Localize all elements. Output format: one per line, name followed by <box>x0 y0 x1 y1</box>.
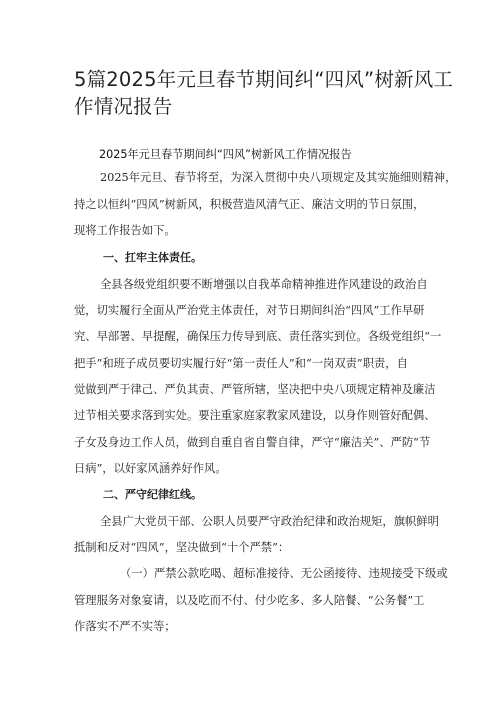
body-line: 抵制和反对“四风”，坚决做到“十个严禁”： <box>74 541 290 554</box>
body-line: 子女及身边工作人员，做到自重自省自警自律，严守“廉洁关”、严防“节 <box>74 436 431 449</box>
body-line: 究、早部署、早提醒，确保压力传导到底、责任落实到位。各级党组织“一 <box>74 330 442 343</box>
body-line: 觉做到严于律己、严负其责、严管所辖，坚决把中央八项规定精神及廉洁 <box>74 383 436 396</box>
body-line: 全县各级党组织要不断增强以自我革命精神推进作风建设的政治自 <box>100 278 428 291</box>
body-line: 觉，切实履行全面从严治党主体责任，对节日期间纠治“四风”工作早研 <box>74 304 425 317</box>
body-line: 把手”和班子成员要切实履行好“第一责任人”和“一岗双责”职责，自 <box>74 357 408 370</box>
title-line: 5篇2025年元旦春节期间纠“四风”树新风工 <box>74 68 454 91</box>
body-line: 现将工作报告如下。 <box>74 224 176 237</box>
section-heading: 二、严守纪律红线。 <box>103 488 202 501</box>
body-line: 全县广大党员干部、公职人员要严守政治纪律和政治规矩，旗帜鲜明 <box>100 515 439 528</box>
section-heading: 一、扛牢主体责任。 <box>103 251 202 264</box>
title-line: 作情况报告 <box>74 95 173 118</box>
document-title <box>74 66 454 120</box>
body-line: 作落实不严不实等； <box>74 620 176 633</box>
body-line: （一）严禁公款吃喝、超标准接待、无公函接待、违规接受下级或 <box>120 567 448 580</box>
body-line: 日病”，以好家风涵养好作风。 <box>74 462 227 475</box>
body-line: 管理服务对象宴请，以及吃而不付、付少吃多、多人陪餐、“公务餐”工 <box>74 594 425 607</box>
report-subheading: 2025年元旦春节期间纠“四风”树新风工作情况报告 <box>99 148 352 161</box>
body-line: 2025年元旦、春节将至，为深入贯彻中央八项规定及其实施细则精神， <box>100 171 457 184</box>
body-line: 持之以恒纠“四风”树新风，积极营造风清气正、廉洁文明的节日氛围， <box>74 198 425 211</box>
body-line: 过节相关要求落到实处。要注重家庭家教家风建设，以身作则管好配偶、 <box>74 409 436 422</box>
